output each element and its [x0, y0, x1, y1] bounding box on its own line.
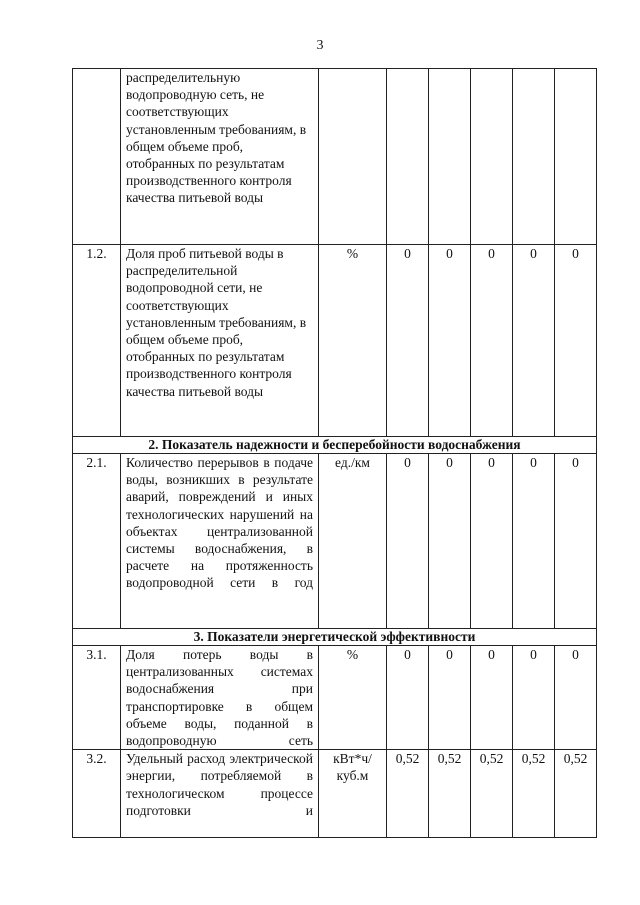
value-cell	[555, 69, 597, 245]
row-number: 1.2.	[73, 245, 121, 437]
section-title: 3. Показатели энергетической эффективности	[73, 629, 597, 646]
unit-line: кВт*ч/	[333, 751, 372, 767]
value-cell: 0	[471, 646, 513, 750]
value-cell: 0	[513, 454, 555, 629]
page-number: 3	[316, 38, 324, 53]
value-cell	[471, 69, 513, 245]
row-number: 2.1.	[73, 454, 121, 629]
table-row	[73, 646, 597, 750]
table-row	[73, 69, 597, 245]
value-cell: 0,52	[555, 750, 597, 838]
value-cell: 0	[555, 646, 597, 750]
value-cell: 0	[429, 454, 471, 629]
indicator-description: Доля потерь воды в централизованных системах водоснабжения при транспортировке в общем объеме воды, поданной в водопроводную сеть	[121, 646, 319, 750]
row-number: 3.2.	[73, 750, 121, 838]
row-number-cell	[73, 69, 121, 245]
value-cell: 0	[387, 454, 429, 629]
table-row	[73, 454, 597, 629]
value-cell: 0	[471, 454, 513, 629]
value-cell: 0	[513, 646, 555, 750]
unit-cell: ед./км	[319, 454, 387, 629]
row-number: 3.1.	[73, 646, 121, 750]
unit-cell: %	[319, 646, 387, 750]
value-cell	[387, 69, 429, 245]
value-cell: 0	[429, 245, 471, 437]
value-cell: 0,52	[387, 750, 429, 838]
value-cell: 0,52	[513, 750, 555, 838]
unit-cell	[319, 69, 387, 245]
section-header-row	[73, 629, 597, 646]
value-cell: 0	[387, 245, 429, 437]
unit-cell	[319, 750, 387, 838]
section-header-row	[73, 437, 597, 454]
value-cell: 0	[513, 245, 555, 437]
unit-cell: %	[319, 245, 387, 437]
value-cell	[513, 69, 555, 245]
value-cell: 0	[429, 646, 471, 750]
value-cell: 0	[555, 454, 597, 629]
value-cell: 0	[555, 245, 597, 437]
value-cell: 0,52	[471, 750, 513, 838]
value-cell: 0	[471, 245, 513, 437]
table-row	[73, 245, 597, 437]
indicator-description: Количество перерывов в подаче воды, возникших в результате аварий, повреждений и иных технологических нарушений на объектах централизованной системы водоснабжения, в расчете на протяженность водопроводной сети в год	[121, 454, 319, 629]
value-cell	[429, 69, 471, 245]
value-cell: 0,52	[429, 750, 471, 838]
unit-line: куб.м	[336, 768, 369, 784]
indicator-description: распределительную водопроводную сеть, не соответствующих установленным требованиям, в общем объеме проб, отобранных по результатам производственного контроля качества питьевой воды	[121, 69, 319, 245]
table-row	[73, 750, 597, 838]
section-title: 2. Показатель надежности и бесперебойности водоснабжения	[73, 437, 597, 454]
indicator-description: Доля проб питьевой воды в распределительной водопроводной сети, не соответствующих установленным требованиям, в общем объеме проб, отобранных по результатам производственного контроля качества питьевой воды	[121, 245, 319, 437]
indicator-description: Удельный расход электрической энергии, потребляемой в технологическом процессе подготовки и	[121, 750, 319, 838]
indicators-table	[72, 68, 597, 838]
value-cell: 0	[387, 646, 429, 750]
